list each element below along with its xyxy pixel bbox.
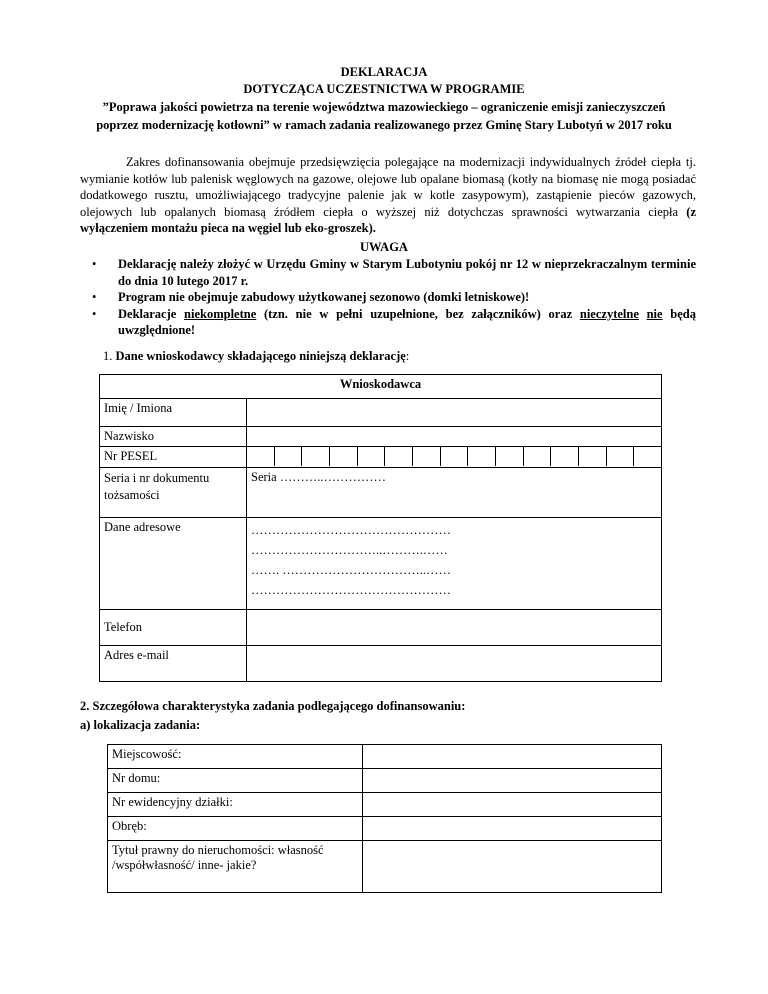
uwaga-item-incomplete: [92, 306, 696, 339]
phone-label: Telefon: [100, 610, 247, 646]
uwaga-list: [92, 256, 696, 339]
uwaga-item-seasonal: [92, 289, 696, 306]
house-number-label: Nr domu:: [108, 769, 363, 793]
section-title: Dane wnioskodawcy składającego niniejszą deklarację: [115, 349, 406, 363]
address-line: …………………………..……….……: [251, 543, 448, 557]
pesel-box[interactable]: [412, 447, 440, 466]
plot-number-field[interactable]: [363, 793, 662, 817]
address-line: …………………………………………: [251, 523, 451, 537]
document-subtitle: DOTYCZĄCA UCZESTNICTWA W PROGRAMIE: [243, 82, 525, 96]
email-field[interactable]: [247, 646, 662, 682]
legal-title-label: Tytuł prawny do nieruchomości: własność /współwłasność/ inne- jakie?: [108, 841, 363, 893]
section1-heading: [103, 349, 409, 364]
uwaga-text-part: będą uwzględnione!: [118, 306, 697, 337]
locality-label: Miejscowość:: [108, 745, 363, 769]
bullet-icon: •: [92, 257, 97, 271]
uwaga-item-text: Deklarację należy złożyć w Urzędu Gminy w Starym Lubotyniu pokój nr 12 w nieprzekraczalnym terminie do dnia 10 lutego 2017 r.: [118, 257, 696, 288]
precinct-field[interactable]: [363, 817, 662, 841]
last-name-field[interactable]: [247, 427, 662, 447]
intro-paragraph: [80, 154, 696, 237]
id-document-label: Seria i nr dokumentu tożsamości: [100, 468, 247, 518]
pesel-box[interactable]: [523, 447, 551, 466]
precinct-label: Obręb:: [108, 817, 363, 841]
uwaga-heading: UWAGA: [360, 240, 408, 254]
uwaga-text-underlined: niekompletne: [184, 306, 257, 321]
pesel-box[interactable]: [301, 447, 329, 466]
address-field[interactable]: [247, 518, 662, 610]
intro-text: Zakres dofinansowania obejmuje przedsięwzięcia polegające na modernizacji indywidualnych źródeł ciepła tj. wymianie kotłów lub palenisk węglowych na gazowe, olejowe lub opalane biomasą (kotły na biomasę nie mogą posiadać dodatkowego rusztu, umożliwiającego tradycyjne palenie jak w kotle zasypowym), zastąpienie pieców gazowych, olejowych lub opalanych biomasą źródłem ciepła o wyższej niż dotychczas sprawności wytwarzania ciepła: [80, 155, 696, 219]
program-name-line2: poprzez modernizację kotłowni” w ramach zadania realizowanego przez Gminę Stary Lubotyń w 2017 roku: [96, 118, 672, 132]
locality-field[interactable]: [363, 745, 662, 769]
pesel-box[interactable]: [440, 447, 468, 466]
pesel-box[interactable]: [329, 447, 357, 466]
pesel-box[interactable]: [495, 447, 523, 466]
document-title: DEKLARACJA: [340, 65, 428, 79]
bullet-icon: •: [92, 290, 97, 304]
bullet-icon: •: [92, 306, 97, 321]
pesel-box[interactable]: [274, 447, 302, 466]
section2a-heading: a) lokalizacja zadania:: [80, 718, 201, 732]
section-colon: :: [405, 349, 410, 363]
email-label: Adres e-mail: [100, 646, 247, 682]
address-line: ……. ……………………………..……: [251, 563, 451, 577]
first-name-label: Imię / Imiona: [100, 399, 247, 427]
pesel-box[interactable]: [467, 447, 495, 466]
applicant-table: [99, 374, 662, 682]
applicant-table-header: Wnioskodawca: [100, 375, 662, 399]
pesel-label: Nr PESEL: [100, 447, 247, 468]
pesel-field[interactable]: [247, 447, 662, 468]
id-document-field[interactable]: Seria ………..……………: [247, 468, 662, 518]
location-table: [107, 744, 662, 893]
intro-bold-text: (z wyłączeniem montażu pieca na węgiel lub eko-groszek).: [80, 204, 696, 235]
section-number: 1.: [103, 349, 113, 363]
uwaga-text-part: [639, 307, 647, 321]
uwaga-text-part: (tzn. nie w pełni uzupełnione, bez załączników) oraz: [256, 306, 580, 321]
address-label: Dane adresowe: [100, 518, 247, 610]
uwaga-item-text: Program nie obejmuje zabudowy użytkowanej sezonowo (domki letniskowe)!: [118, 290, 530, 304]
uwaga-text-underlined: nie: [646, 306, 663, 321]
pesel-box[interactable]: [606, 447, 634, 466]
house-number-field[interactable]: [363, 769, 662, 793]
uwaga-text-underlined: nieczytelne: [579, 306, 639, 321]
legal-title-field[interactable]: [363, 841, 662, 893]
plot-number-label: Nr ewidencyjny działki:: [108, 793, 363, 817]
section2-heading: 2. Szczegółowa charakterystyka zadania podlegającego dofinansowaniu:: [80, 699, 466, 713]
phone-field[interactable]: [247, 610, 662, 646]
pesel-box[interactable]: [357, 447, 385, 466]
address-line: …………………………………………: [251, 583, 451, 597]
pesel-box[interactable]: [633, 447, 661, 466]
pesel-boxes: [247, 447, 661, 466]
pesel-box[interactable]: [384, 447, 412, 466]
pesel-box[interactable]: [247, 447, 274, 466]
last-name-label: Nazwisko: [100, 427, 247, 447]
pesel-box[interactable]: [550, 447, 578, 466]
uwaga-item-deadline: [92, 256, 696, 289]
pesel-box[interactable]: [578, 447, 606, 466]
program-name-line1: ”Poprawa jakości powietrza na terenie województwa mazowieckiego – ograniczenie emisji zanieczyszczeń: [102, 100, 666, 114]
uwaga-text-part: Deklaracje: [118, 306, 185, 321]
first-name-field[interactable]: [247, 399, 662, 427]
